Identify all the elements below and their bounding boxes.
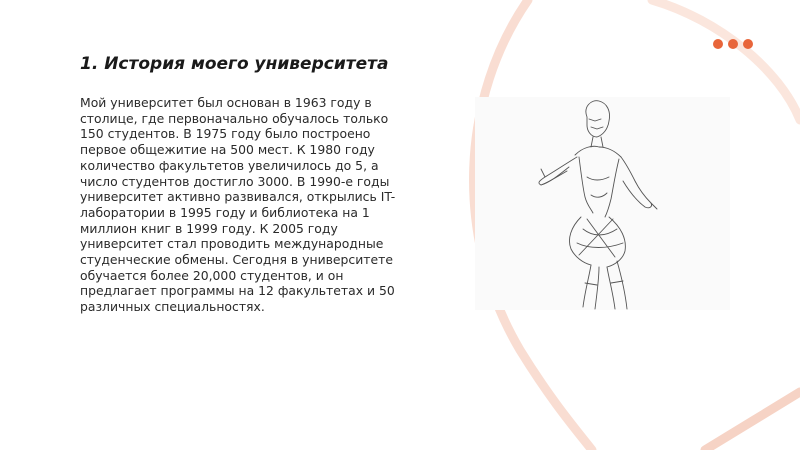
dancer-figure-icon — [475, 97, 730, 310]
slide-title: 1. История моего университета — [80, 54, 389, 74]
dot — [728, 39, 738, 49]
bottom-right-arc — [705, 392, 800, 450]
dot — [743, 39, 753, 49]
menu-dots-icon — [713, 39, 757, 51]
dancer-illustration — [475, 97, 730, 310]
slide-body-text: Мой университет был основан в 1963 году в столице, где первоначально обучалось только 150 студентов. В 1975 году было построено первое общежитие на 500 мест. К 1980 году количество факультетов увеличилось до 5, а число студентов достигло 3000. В 1990-е годы университет активно развивался, открылись IT-лаборатории в 1995 году и библиотека на 1 миллион книг в 1999 году. К 2005 году университет стал проводить международные студенческие обмены. Сегодня в университете обучается более 20,000 студентов, и он предлагает программы на 12 факультетах и 50 различных специальностях. — [80, 95, 396, 315]
dot — [713, 39, 723, 49]
